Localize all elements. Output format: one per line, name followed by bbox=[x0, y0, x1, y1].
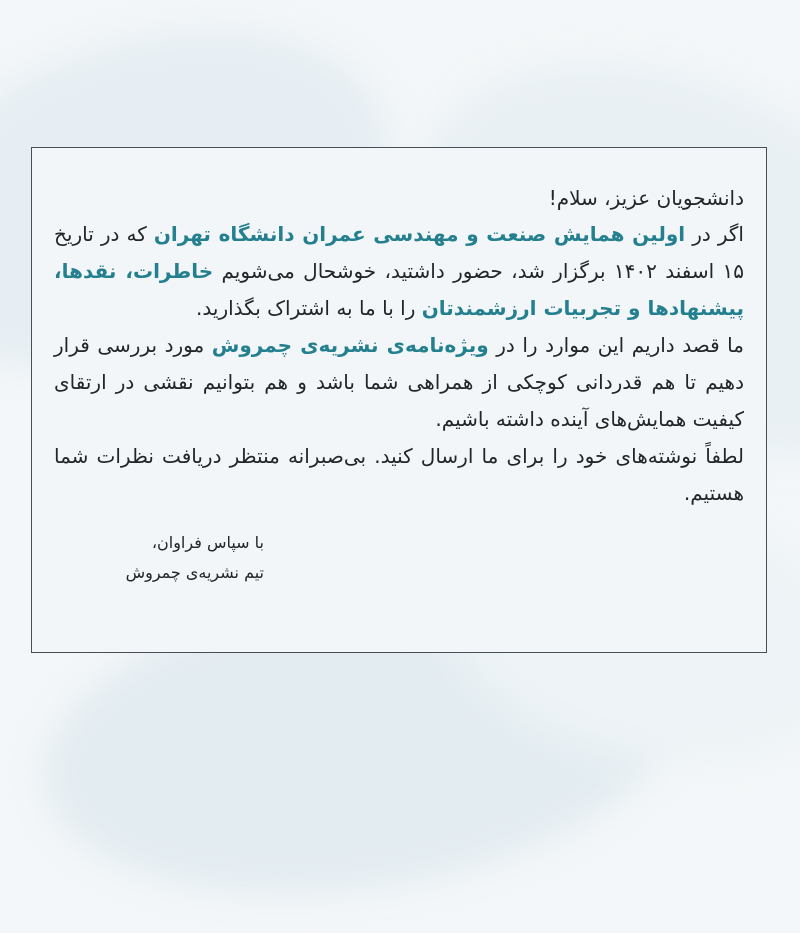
paragraph-purpose bbox=[54, 327, 744, 438]
signature-line: تیم نشریه‌ی چمروش bbox=[125, 563, 264, 582]
signature-block bbox=[54, 528, 268, 588]
paragraph-invitation bbox=[54, 216, 744, 327]
paragraph-text: که در تاریخ ۱۵ اسفند ۱۴۰۲ برگزار شد، حضور داشتید، خوشحال می‌شویم bbox=[54, 222, 744, 283]
paragraph-text: ما قصد داریم این موارد را در bbox=[488, 333, 744, 357]
paragraph-text: مورد بررسی قرار دهیم تا هم قدردانی کوچکی از همراهی شما باشد و هم بتوانیم نقشی در ارتقای کیفیت همایش‌های آینده داشته باشیم. bbox=[54, 333, 744, 431]
closing-line: با سپاس فراوان، bbox=[151, 533, 264, 552]
highlight-conference-name: اولین همایش صنعت و مهندسی عمران دانشگاه تهران bbox=[153, 222, 686, 246]
greeting: دانشجویان عزیز، سلام! bbox=[548, 186, 744, 210]
announcement-card bbox=[31, 147, 767, 653]
highlight-special-issue: ویژه‌نامه‌ی نشریه‌ی چمروش bbox=[211, 333, 489, 357]
paragraph-request: لطفاً نوشته‌های خود را برای ما ارسال کنید. بی‌صبرانه منتظر دریافت نظرات شما هستیم. bbox=[54, 444, 744, 505]
paragraph-text: اگر در bbox=[685, 222, 744, 246]
highlight-feedback-types: خاطرات، نقدها، پیشنهادها و تجربیات ارزشمندتان bbox=[54, 259, 744, 320]
paragraph-text: را با ما به اشتراک بگذارید. bbox=[196, 296, 422, 320]
